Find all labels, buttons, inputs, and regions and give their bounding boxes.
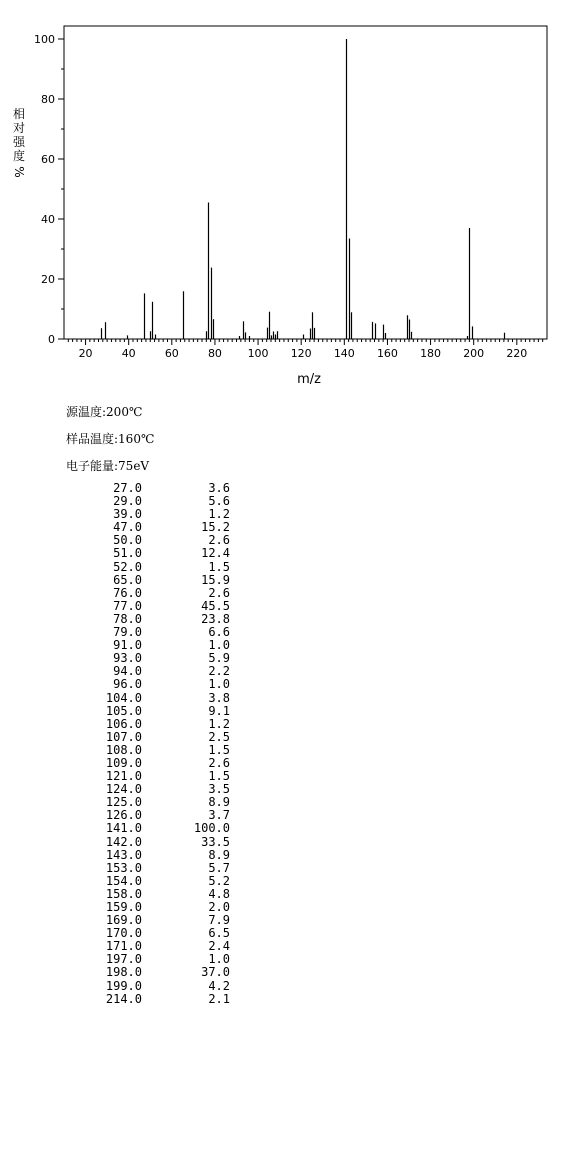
peak-row	[76, 796, 230, 809]
sample-temperature: 样品温度:160℃	[66, 432, 155, 446]
peak-mz: 52.0	[113, 559, 142, 574]
y-axis-label-char: 度	[12, 149, 26, 163]
peak-intensity: 1.0	[208, 952, 230, 967]
peak-row	[76, 626, 230, 639]
y-tick-label: 80	[41, 93, 55, 106]
peak-mz: 158.0	[105, 886, 142, 901]
peak-row	[76, 914, 230, 927]
peak-row	[76, 574, 230, 587]
peak-row	[76, 757, 230, 770]
peak-intensity: 2.6	[208, 533, 230, 548]
peak-intensity: 15.9	[201, 572, 230, 587]
peak-intensity: 2.6	[208, 585, 230, 600]
peak-row	[76, 993, 230, 1006]
peak-intensity: 2.5	[208, 729, 230, 744]
peak-row	[76, 495, 230, 508]
peak-mz: 27.0	[113, 481, 142, 495]
peak-intensity: 12.4	[201, 546, 230, 561]
y-axis-ticks	[34, 33, 64, 346]
peak-mz: 96.0	[113, 677, 142, 692]
peak-intensity: 5.9	[208, 651, 230, 666]
peak-mz: 79.0	[113, 625, 142, 640]
peak-row	[76, 849, 230, 862]
x-tick-label: 180	[420, 347, 442, 360]
peak-intensity: 1.5	[208, 559, 230, 574]
peak-intensity: 7.9	[208, 913, 230, 928]
peak-intensity: 8.9	[208, 847, 230, 862]
peak-intensity: 2.6	[208, 755, 230, 770]
x-tick-label: 120	[290, 347, 312, 360]
y-tick-label: 40	[41, 213, 55, 226]
peak-row	[76, 731, 230, 744]
x-tick-label: 40	[121, 347, 136, 360]
peak-row	[76, 770, 230, 783]
peak-row	[76, 980, 230, 993]
peak-row	[76, 705, 230, 718]
peak-mz: 214.0	[105, 991, 142, 1006]
peak-row	[76, 652, 230, 665]
peak-row	[76, 482, 230, 495]
peak-intensity: 1.5	[208, 742, 230, 757]
peak-intensity: 15.2	[201, 520, 230, 535]
peak-row	[76, 665, 230, 678]
peak-mz: 50.0	[113, 533, 142, 548]
peak-mz: 142.0	[105, 834, 142, 849]
peak-intensity: 1.2	[208, 716, 230, 731]
peak-row	[76, 692, 230, 705]
peak-row	[76, 587, 230, 600]
peak-intensity: 1.2	[208, 507, 230, 522]
x-tick-label: 60	[164, 347, 179, 360]
x-tick-label: 200	[463, 347, 485, 360]
electron-energy: 电子能量:75eV	[66, 459, 150, 473]
source-temperature: 源温度:200℃	[66, 405, 143, 419]
peak-mz: 109.0	[105, 755, 142, 770]
peak-mz: 76.0	[113, 585, 142, 600]
peak-mz: 159.0	[105, 900, 142, 914]
peak-intensity: 1.5	[208, 769, 230, 784]
peak-intensity: 5.7	[208, 860, 230, 875]
peak-intensity: 5.2	[208, 873, 230, 888]
x-axis-label: m/z	[297, 372, 321, 387]
peak-row	[76, 966, 230, 979]
peak-row	[76, 600, 230, 613]
peak-mz: 91.0	[113, 638, 142, 653]
y-tick-label: 20	[41, 273, 55, 286]
peak-mz: 107.0	[105, 729, 142, 744]
x-tick-label: 100	[247, 347, 269, 360]
peak-mz: 39.0	[113, 507, 142, 522]
peak-intensity: 37.0	[201, 965, 230, 980]
peak-row	[76, 901, 230, 914]
peak-row	[76, 822, 230, 835]
peak-mz: 29.0	[113, 494, 142, 509]
x-tick-label: 220	[506, 347, 528, 360]
peak-row	[76, 613, 230, 626]
peak-mz: 197.0	[105, 952, 142, 967]
peak-mz: 78.0	[113, 611, 142, 626]
peak-mz: 126.0	[105, 808, 142, 823]
peak-mz: 121.0	[105, 769, 142, 784]
peak-intensity: 6.5	[208, 926, 230, 941]
peak-mz: 143.0	[105, 847, 142, 862]
x-tick-label: 160	[376, 347, 398, 360]
peak-mz: 106.0	[105, 716, 142, 731]
peak-row	[76, 836, 230, 849]
peak-mz: 141.0	[105, 821, 142, 836]
peak-mz: 77.0	[113, 598, 142, 613]
peak-intensity: 2.1	[208, 991, 230, 1006]
peak-row	[76, 888, 230, 901]
peak-intensity: 3.7	[208, 808, 230, 823]
y-tick-label: 100	[34, 33, 55, 46]
peak-intensity: 9.1	[208, 703, 230, 718]
peak-intensity: 2.0	[208, 900, 230, 914]
plot-frame	[64, 26, 547, 339]
peak-table	[76, 482, 230, 1006]
peak-intensity: 4.2	[208, 978, 230, 993]
peak-intensity: 6.6	[208, 625, 230, 640]
x-tick-label: 80	[207, 347, 222, 360]
peak-row	[76, 521, 230, 534]
spectrum-peaks	[102, 39, 505, 339]
peak-row	[76, 678, 230, 691]
peak-intensity: 45.5	[201, 598, 230, 613]
peak-intensity: 2.4	[208, 939, 230, 954]
peak-intensity: 5.6	[208, 494, 230, 509]
y-tick-label: 60	[41, 153, 55, 166]
peak-mz: 153.0	[105, 860, 142, 875]
peak-intensity: 2.2	[208, 664, 230, 679]
peak-mz: 65.0	[113, 572, 142, 587]
peak-mz: 108.0	[105, 742, 142, 757]
x-tick-label: 140	[333, 347, 355, 360]
peak-intensity: 1.0	[208, 638, 230, 653]
y-axis-label-char: %	[12, 166, 26, 178]
peak-row	[76, 875, 230, 888]
peak-mz: 47.0	[113, 520, 142, 535]
peak-row	[76, 744, 230, 757]
peak-mz: 154.0	[105, 873, 142, 888]
peak-intensity: 3.5	[208, 782, 230, 797]
peak-row	[76, 547, 230, 560]
peak-row	[76, 862, 230, 875]
peak-intensity: 4.8	[208, 886, 230, 901]
peak-intensity: 3.8	[208, 690, 230, 705]
peak-row	[76, 639, 230, 652]
peak-intensity: 100.0	[193, 821, 230, 836]
peak-mz: 169.0	[105, 913, 142, 928]
peak-intensity: 1.0	[208, 677, 230, 692]
peak-row	[76, 561, 230, 574]
peak-mz: 198.0	[105, 965, 142, 980]
y-axis-label-char: 强	[12, 135, 26, 149]
peak-row	[76, 927, 230, 940]
peak-mz: 171.0	[105, 939, 142, 954]
peak-mz: 124.0	[105, 782, 142, 797]
peak-mz: 199.0	[105, 978, 142, 993]
peak-row	[76, 940, 230, 953]
peak-mz: 94.0	[113, 664, 142, 679]
peak-mz: 170.0	[105, 926, 142, 941]
y-axis-label	[12, 106, 26, 178]
peak-intensity: 33.5	[201, 834, 230, 849]
peak-mz: 93.0	[113, 651, 142, 666]
peak-mz: 104.0	[105, 690, 142, 705]
peak-mz: 105.0	[105, 703, 142, 718]
peak-row	[76, 718, 230, 731]
peak-intensity: 3.6	[208, 481, 230, 495]
x-axis-ticks	[68, 339, 542, 360]
peak-row	[76, 783, 230, 796]
y-tick-label: 0	[48, 333, 55, 346]
y-axis-label-char: 相	[12, 107, 26, 121]
mass-spectrum-chart	[0, 0, 570, 395]
peak-intensity: 8.9	[208, 795, 230, 810]
peak-mz: 125.0	[105, 795, 142, 810]
y-axis-label-char: 对	[12, 121, 26, 135]
peak-intensity: 23.8	[201, 611, 230, 626]
peak-mz: 51.0	[113, 546, 142, 561]
x-tick-label: 20	[78, 347, 93, 360]
